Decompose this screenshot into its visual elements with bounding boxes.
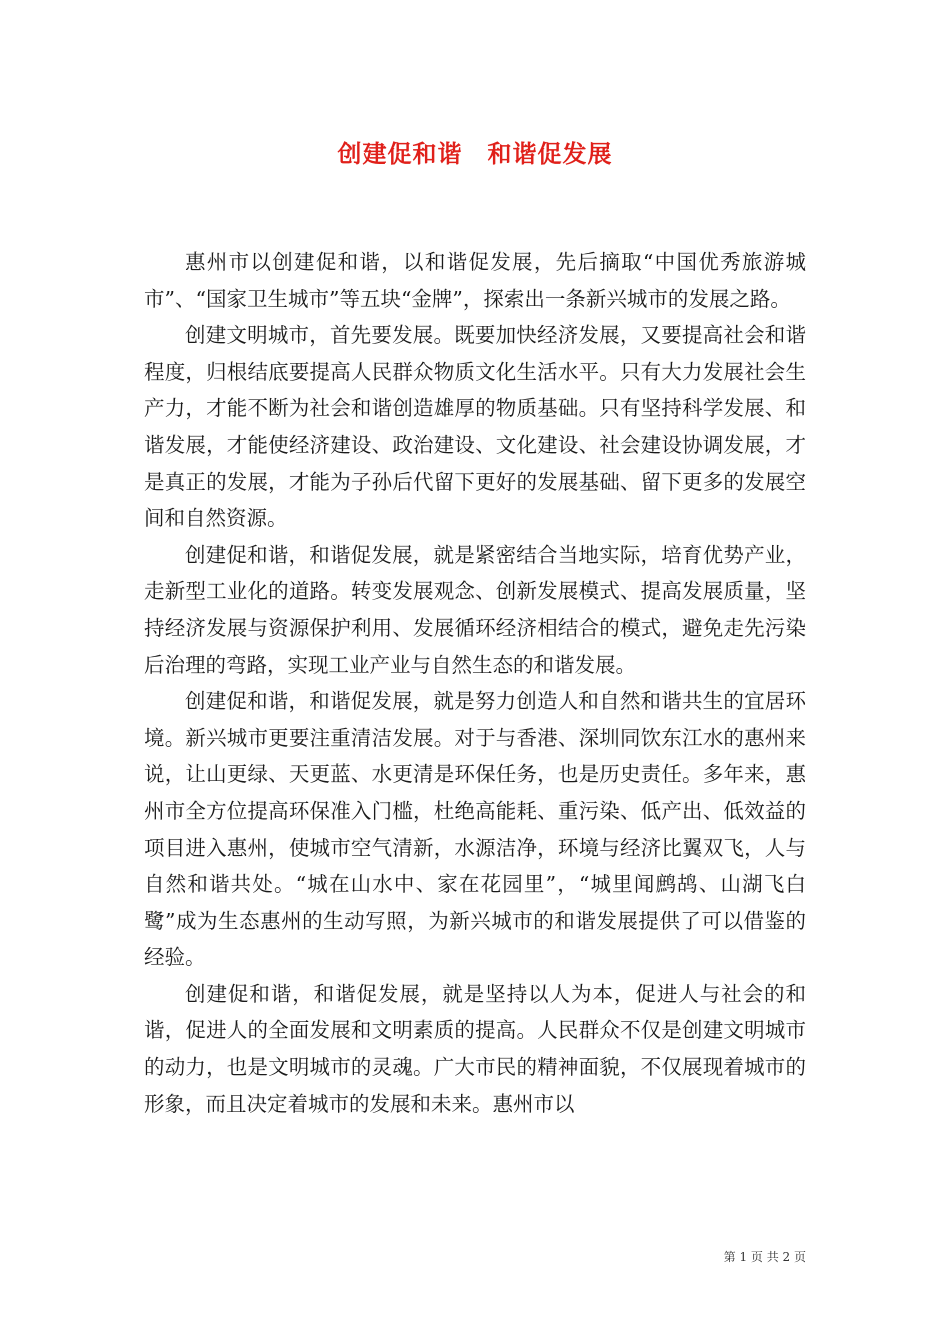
document-body xyxy=(144,244,806,1122)
paragraph-4: 创建促和谐，和谐促发展，就是努力创造人和自然和谐共生的宜居环境。新兴城市更要注重清洁发展。对于与香港、深圳同饮东江水的惠州来说，让山更绿、天更蓝、水更清是环保任务，也是历史责任。多年来，惠州市全方位提高环保准入门槛，杜绝高能耗、重污染、低产出、低效益的项目进入惠州，使城市空气清新，水源洁净，环境与经济比翼双飞，人与自然和谐共处。“城在山水中、家在花园里”，“城里闻鹧鸪、山湖飞白鹭”成为生态惠州的生动写照，为新兴城市的和谐发展提供了可以借鉴的经验。 xyxy=(144,689,806,970)
page-number-footer: 第 1 页 共 2 页 xyxy=(723,1250,806,1264)
document-title: 创建促和谐 和谐促发展 xyxy=(337,139,613,168)
paragraph-5: 创建促和谐，和谐促发展，就是坚持以人为本，促进人与社会的和谐，促进人的全面发展和文明素质的提高。人民群众不仅是创建文明城市的动力，也是文明城市的灵魂。广大市民的精神面貌，不仅展现着城市的形象，而且决定着城市的发展和未来。惠州市以 xyxy=(144,981,806,1116)
paragraph-1: 惠州市以创建促和谐，以和谐促发展，先后摘取“中国优秀旅游城市”、“国家卫生城市”等五块“金牌”，探索出一条新兴城市的发展之路。 xyxy=(144,250,806,311)
paragraph-2: 创建文明城市，首先要发展。既要加快经济发展，又要提高社会和谐程度，归根结底要提高人民群众物质文化生活水平。只有大力发展社会生产力，才能不断为社会和谐创造雄厚的物质基础。只有坚持科学发展、和谐发展，才能使经济建设、政治建设、文化建设、社会建设协调发展，才是真正的发展，才能为子孙后代留下更好的发展基础、留下更多的发展空间和自然资源。 xyxy=(144,323,806,531)
paragraph-3: 创建促和谐，和谐促发展，就是紧密结合当地实际，培育优势产业，走新型工业化的道路。转变发展观念、创新发展模式、提高发展质量，坚持经济发展与资源保护利用、发展循环经济相结合的模式，避免走先污染后治理的弯路，实现工业产业与自然生态的和谐发展。 xyxy=(144,542,806,677)
